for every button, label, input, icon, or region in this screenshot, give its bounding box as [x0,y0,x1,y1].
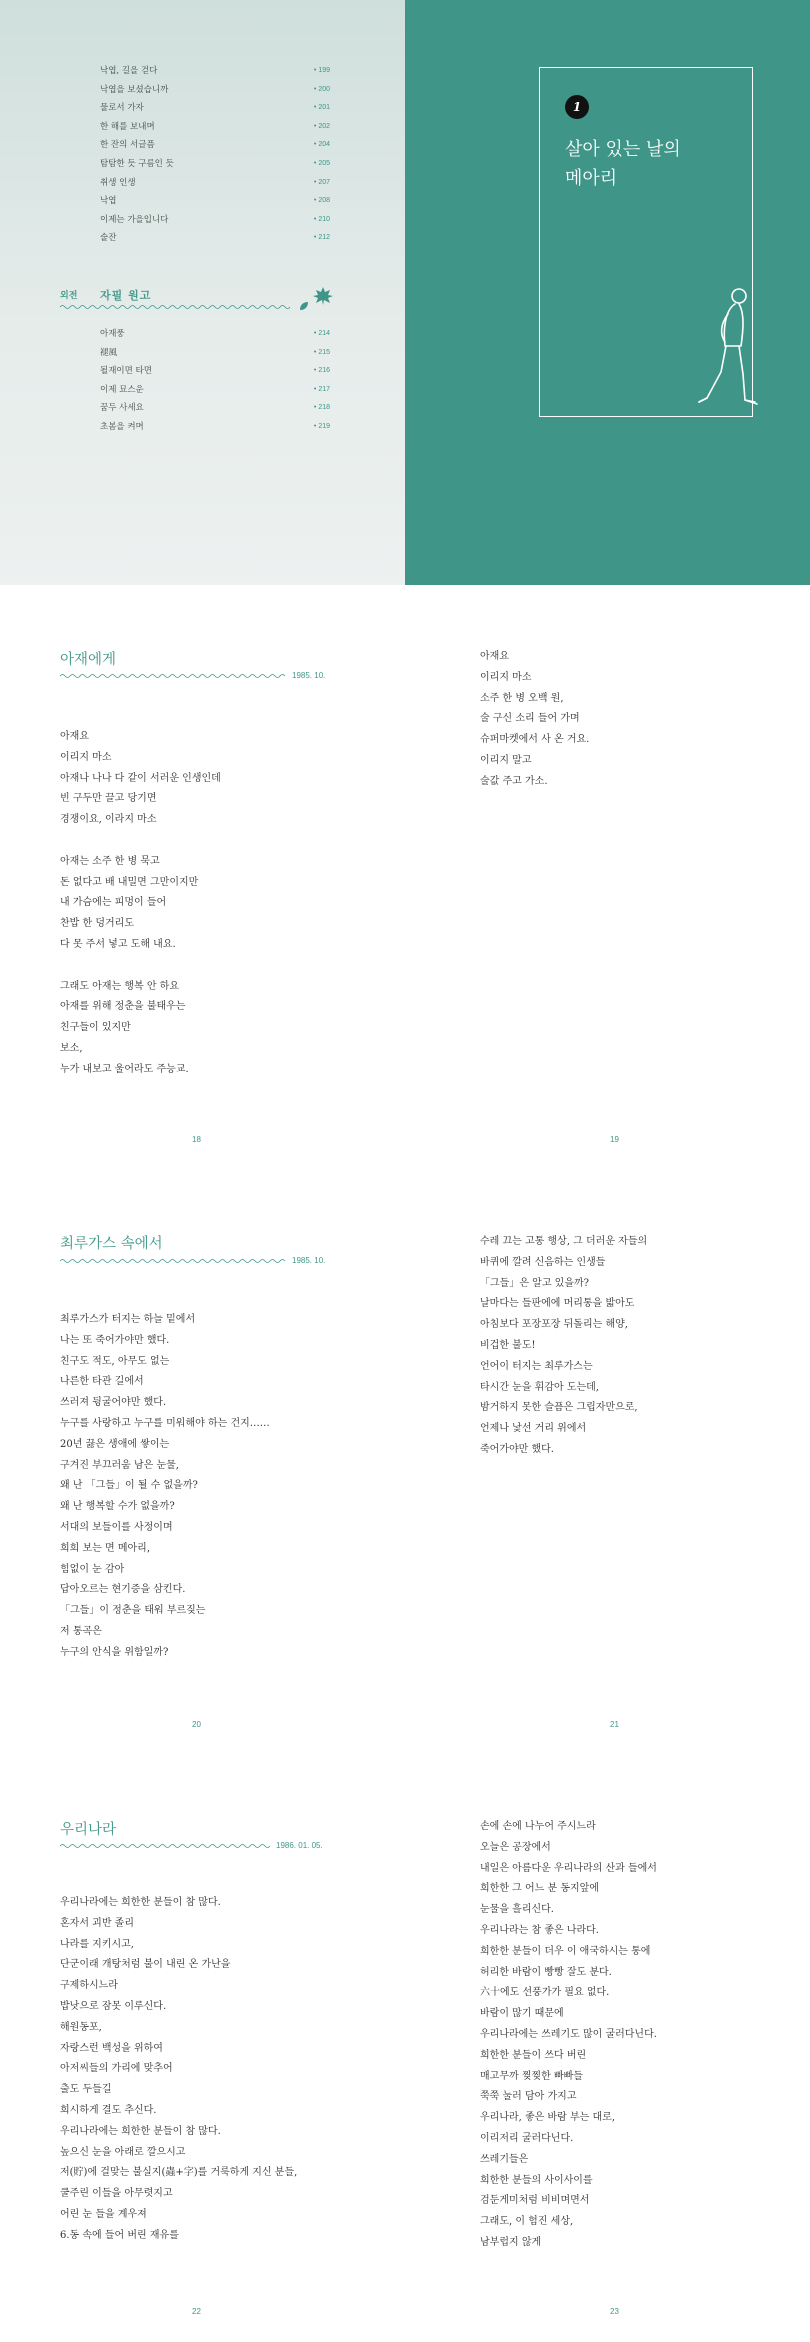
poem-date: 1986. 01. 05. [276,1841,323,1850]
wave-divider [60,1258,288,1264]
poem-body-right [480,1817,780,2254]
poem-body-right [480,1232,780,1461]
toc-item [100,399,330,418]
toc-item-page: • 200 [313,85,330,93]
poem-line: 돈 없다고 배 내밀면 그만이지만 [60,876,199,888]
poem-line: 아재를 위해 정춘을 불태우는 [60,1001,186,1013]
page-number: 22 [192,2307,201,2316]
toc-item [100,99,330,118]
wave-divider [60,673,288,679]
toc-item-title: 한 해를 보내며 [100,121,155,132]
poem-line: 술 구신 소리 들어 가며 [480,713,580,725]
poem-title: 우리나라 [60,1822,117,1838]
poem-line: 六十에도 선풍가가 필요 없다. [480,1987,610,1999]
wave-divider [60,1843,270,1849]
poem-line: 이리저리 굴러다닌다. [480,2132,574,2144]
toc-item-page: • 205 [313,159,330,167]
toc-item-page: • 202 [313,122,330,130]
wave-divider [60,304,290,310]
poem-line: 아재요 [60,731,89,742]
poem-line: 죽어가야만 했다. [480,1443,554,1455]
poem-line: 6.동 속에 들어 버린 재유를 [60,2229,179,2241]
toc-item-title: 낙엽 [100,196,117,207]
poem-line: 쓰러져 뒹굴어야만 했다. [60,1397,167,1409]
toc-item-page: • 217 [313,385,330,393]
toc-item [100,418,330,437]
poem-line: 아재는 소주 한 병 묵고 [60,855,160,867]
poem-line: 희한한 분들이 더우 이 애국하시는 통에 [480,1945,651,1957]
toc-item [100,192,330,211]
poem-line: 20년 끓은 생애에 쌓이는 [60,1438,170,1450]
poem-line: 검둔게미처럼 비비며면서 [480,2195,590,2207]
poem-line: 내일은 아름다운 우리나라의 산과 들에서 [480,1862,657,1874]
poem-line: 바퀴에 깔려 신음하는 인생들 [480,1256,606,1268]
stanza-break [60,831,360,852]
toc-item-title: 褪風 [100,347,118,358]
poem-line: 타시간 눈을 휘감아 도는데, [480,1381,599,1393]
poem-line: 희한한 분들의 사이사이를 [480,2174,593,2186]
toc-item [100,362,330,381]
poem-line: 우리나라에는 쓰레기도 많이 굴러다닌다. [480,2028,657,2040]
poem-line: 보소, [60,1042,83,1054]
poem-line: 나는 또 죽어가야만 했다. [60,1334,170,1346]
poem-line: 힘없이 눈 감아 [60,1563,125,1575]
poem-line: 나른한 타관 길에서 [60,1376,144,1388]
poem-line: 눈물을 흘리신다. [480,1904,554,1916]
cover-title-line1: 살아 있는 날의 [565,139,681,160]
poem-line: 슈퍼마켓에서 사 온 거요. [480,734,590,746]
toc-item-title: 탐탐한 듯 구름인 듯 [100,158,174,169]
toc-item-page: • 218 [313,404,330,412]
leaf-small-icon [298,300,310,312]
poem-line: 누가 내보고 울어라도 주능교. [60,1063,189,1075]
toc-item [100,211,330,230]
poem-line: 밥낫으로 잠못 이루신다. [60,2000,167,2012]
poem-date: 1985. 10. [292,1256,326,1265]
poem-title: 최루가스 속에서 [60,1236,163,1252]
poem-line: 쿨주린 이들을 아무렷지고 [60,2188,173,2200]
poem-line: 소주 한 병 오백 원, [480,692,564,704]
toc-item-title: 낙엽, 길을 걷다 [100,66,158,76]
part-title-block [565,135,725,193]
poem-line: 오늘은 공장에서 [480,1841,551,1853]
toc-item-page: • 215 [313,348,330,356]
toc-item [100,325,330,344]
poem-spread-2 [0,1170,810,1755]
poem-line: 경쟁이요, 이라지 마소 [60,814,157,826]
page-number: 19 [610,1135,619,1144]
poem-body-left [60,727,360,1081]
poem-line: 이리지 말고 [480,754,532,766]
page-number: 18 [192,1135,201,1144]
toc-item-title: 한 잔의 서글픔 [100,140,155,151]
toc-item-title: 취생 인생 [100,177,136,188]
poem-line: 단군이래 개탕처럼 불이 내린 온 가난을 [60,1959,231,1971]
poem-line: 언어이 터지는 최루가스는 [480,1360,593,1372]
poem-line: 최루가스가 터지는 하늘 밑에서 [60,1314,196,1325]
poem-line: 술값 주고 가소. [480,775,548,787]
toc-item-page: • 204 [313,141,330,149]
poem-date: 1985. 10. [292,671,326,680]
poem-line: 누구를 사랑하고 누구를 미워해야 하는 건지…… [60,1417,270,1429]
poem-line: 쭉쭉 눌러 담아 가지고 [480,2091,577,2103]
poem-line: 밤거하지 못한 슬픔은 그립자만으로, [480,1402,638,1414]
poem-line: 남부럽지 않게 [480,2236,542,2248]
toc-item-page: • 210 [313,215,330,223]
poem-line: 구겨진 부끄러움 남은 눈물, [60,1459,179,1471]
toc-item-page: • 208 [313,197,330,205]
poem-line: 「그들」이 정춘을 태워 부르짖는 [60,1605,206,1617]
poem-line: 답아오르는 현기증을 삼킨다. [60,1584,186,1596]
poem-line: 허리한 바람이 빵빵 잘도 분다. [480,1966,612,1978]
toc-item [100,62,330,81]
toc-item [100,344,330,363]
poem-line: 수레 끄는 고통 행상, 그 더러운 자들의 [480,1236,648,1247]
poem-line: 「그들」은 알고 있을까? [480,1277,589,1289]
poem-title: 아재에게 [60,652,117,668]
poem-line: 친구도 적도, 아무도 없는 [60,1355,170,1367]
toc-list-bottom [100,325,330,437]
poem-body-right [480,647,780,793]
poem-line: 자랑스런 백성을 위하여 [60,2042,163,2054]
poem-line: 희한한 분들이 쓰다 버린 [480,2049,587,2061]
toc-item [100,155,330,174]
poem-line: 비겁한 불도! [480,1339,536,1351]
toc-item [100,136,330,155]
poem-line: 혼자서 괴반 졸리 [60,1917,134,1929]
poem-line: 아재나 나나 다 같이 서러운 인생인데 [60,772,221,784]
poem-line: 우리나라에는 희한한 분들이 참 많다. [60,2125,221,2137]
toc-item-title: 낙엽을 보셨습니까 [100,84,169,95]
toc-item [100,381,330,400]
poem-line: 희희 보는 면 메아리, [60,1542,150,1554]
toc-item-page: • 207 [313,178,330,186]
poem-line: 빈 구두만 끌고 당기면 [60,793,157,805]
poem-line: 그래도 아재는 행복 안 하요 [60,980,179,992]
poem-line: 찬밥 한 덩거리도 [60,918,134,930]
page-number: 21 [610,1720,619,1729]
poem-line: 우리나라, 좋은 바람 부는 대로, [480,2112,615,2124]
poem-line: 높으신 눈을 아래로 깔으시고 [60,2146,186,2158]
poem-line: 이리지 마소 [480,671,532,683]
toc-item-title: 될재이면 타면 [100,366,152,377]
poem-line: 바람이 많기 때문에 [480,2008,564,2020]
poem-line: 내 가슴에는 피멍이 들어 [60,897,167,909]
toc-item-title: 물로서 가자 [100,103,144,114]
poem-line: 출도 두들길 [60,2084,112,2096]
poem-line: 구제하시느라 [60,1980,118,1992]
toc-item-page: • 199 [313,67,330,74]
poem-line: 아재요 [480,651,509,662]
poem-line: 우리나라에는 희한한 분들이 참 많다. [60,1897,221,1908]
poem-line: 누구의 안식을 위함일까? [60,1646,169,1658]
toc-item-page: • 201 [313,104,330,112]
poem-line: 우리나라는 참 좋은 나라다. [480,1924,599,1936]
poem-line: 저(貯)에 걸맞는 불실지(蟲+字)를 거룩하게 지신 분들, [60,2167,298,2179]
toc-item [100,118,330,137]
part-label: 외전 [60,291,78,301]
toc-item [100,81,330,100]
poem-line: 쓰레기들은 [480,2153,529,2165]
toc-item-title: 꿈두 사세요 [100,403,144,414]
poem-body-left [60,1310,360,1664]
poem-body-left [60,1893,360,2247]
poem-line: 그래도, 이 험진 세상, [480,2216,574,2228]
poem-line: 왜 난 행복할 수가 없을까? [60,1501,175,1513]
poem-spread-3 [0,1755,810,2342]
page-number: 23 [610,2307,619,2316]
toc-item [100,229,330,248]
poem-line: 해원동포, [60,2021,102,2033]
page-number: 20 [192,1720,201,1729]
toc-item-page: • 212 [313,234,330,242]
toc-item-title: 이제 묘스운 [100,384,144,395]
poem-line: 손에 손에 나누어 주시느라 [480,1821,596,1832]
part-cover-page [405,0,810,585]
poem-line: 어린 눈 들을 계우져 [60,2208,147,2220]
poem-line: 친구들이 있지만 [60,1022,131,1034]
toc-list-top [100,62,330,248]
cover-title-line2: 메아리 [565,168,618,189]
toc-item-title: 이제는 가을입니다 [100,214,169,225]
leaf-large-icon [312,286,334,306]
poem-line: 매고무까 찢찢한 빠빠들 [480,2070,583,2082]
part-title: 자필 원고 [100,289,152,302]
poem-line: 날마다는 들판에에 머리통을 밟아도 [480,1298,635,1310]
toc-item-page: • 214 [313,330,330,337]
walking-man-illustration [695,280,765,420]
toc-item-page: • 216 [313,367,330,375]
toc-spread [0,0,810,585]
poem-line: 아저씨들의 가리에 맞추어 [60,2063,173,2075]
part-number-badge: 1 [565,95,589,119]
toc-item-title: 술잔 [100,233,117,244]
stanza-break [60,956,360,977]
toc-item-title: 초봄을 켜며 [100,421,144,432]
poem-line: 나라를 지키시고, [60,1938,134,1950]
toc-page [0,0,405,585]
poem-line: 언제나 낯선 거리 위에서 [480,1423,587,1435]
toc-item [100,174,330,193]
poem-line: 다 못 주서 넣고 도해 내요. [60,938,176,950]
toc-item-title: 아재풍 [100,329,125,339]
poem-line: 이리지 마소 [60,751,112,763]
poem-line: 희한한 그 어느 분 동지앞에 [480,1883,599,1895]
poem-line: 서대의 보들이를 사정이며 [60,1521,173,1533]
poem-line: 왜 난 「그들」이 될 수 없을까? [60,1480,198,1492]
poem-spread-1 [0,585,810,1170]
poem-line: 아침보다 포장포장 뒤돌리는 해양, [480,1319,628,1331]
poem-line: 희시하게 결도 추신다. [60,2104,157,2116]
poem-line: 저 통곡은 [60,1625,102,1637]
toc-item-page: • 219 [313,422,330,430]
